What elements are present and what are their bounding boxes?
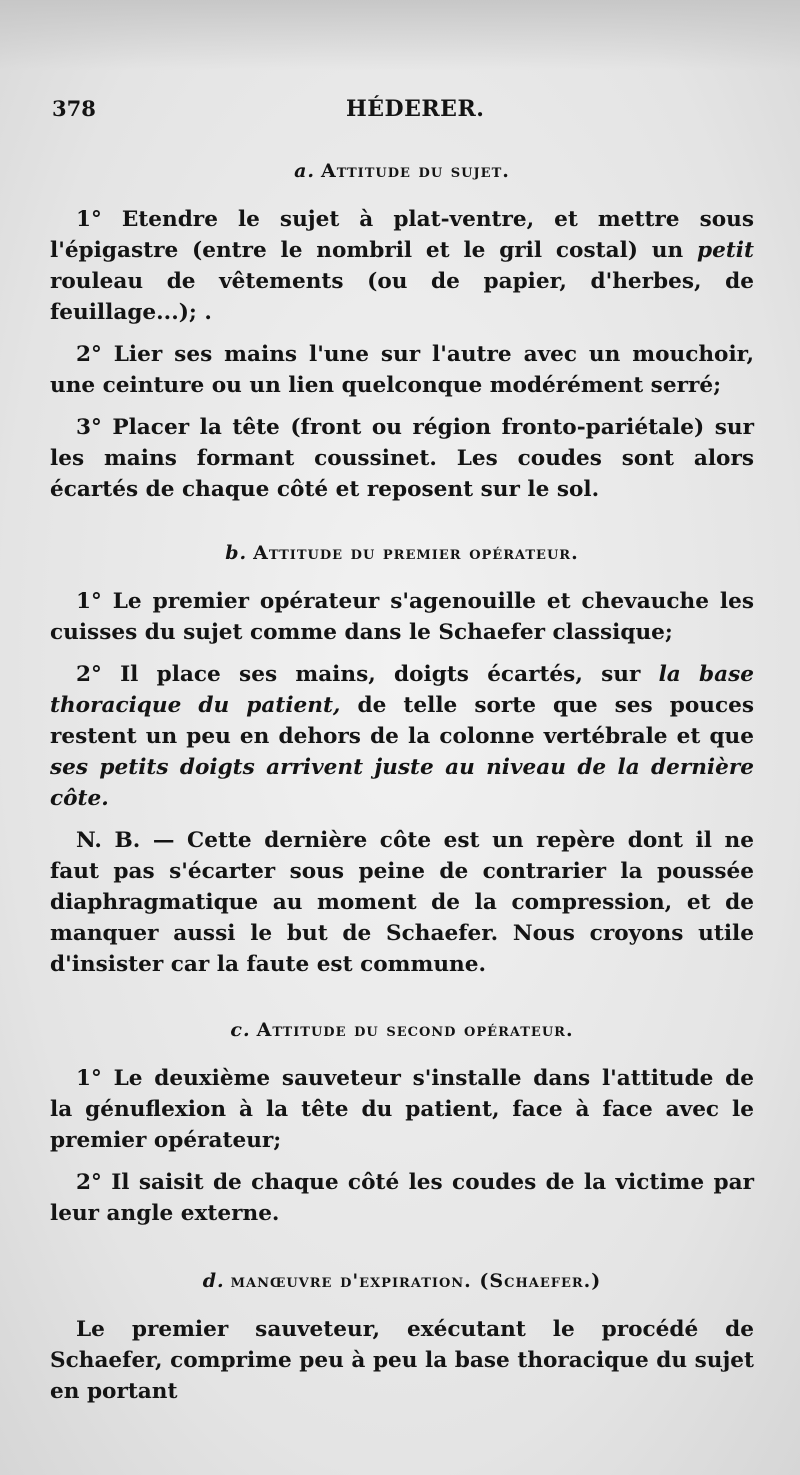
section-b-heading <box>50 542 754 564</box>
italic-run: petit <box>697 238 754 263</box>
spacer <box>50 1240 754 1270</box>
section-c-heading <box>50 1019 754 1041</box>
body-text <box>50 160 754 1418</box>
section-c-letter: c. <box>230 1019 251 1041</box>
running-title: HÉDERER. <box>346 96 485 122</box>
text-run: rouleau de vêtements (ou de papier, d'herbes, de feuillage...); . <box>50 269 754 325</box>
text-run: 1° Etendre le sujet à plat-ventre, et mettre sous l'épigastre (entre le nombril et le gril costal) un <box>50 207 754 263</box>
section-c-paragraph-1: 1° Le deuxième sauveteur s'installe dans l'attitude de la génuflexion à la tête du patient, face à face avec le premier opérateur; <box>50 1066 754 1153</box>
section-a-paragraph-1 <box>50 204 754 328</box>
section-b-letter: b. <box>225 542 248 564</box>
section-a-letter: a. <box>294 160 316 182</box>
section-c-paragraph-2: 2° Il saisit de chaque côté les coudes de la victime par leur angle externe. <box>50 1170 754 1226</box>
page-number: 378 <box>52 96 96 121</box>
section-b-paragraph-2 <box>50 659 754 814</box>
text-run: 2° Il place ses mains, doigts écartés, sur <box>76 662 659 687</box>
section-a-title: Attitude du sujet. <box>321 160 510 182</box>
section-d-paragraph-1: Le premier sauveteur, exécutant le procédé de Schaefer, comprime peu à peu la base thoracique du sujet en portant <box>50 1317 754 1404</box>
section-a-paragraph-2: 2° Lier ses mains l'une sur l'autre avec un mouchoir, une ceinture ou un lien quelconque modérément serré; <box>50 342 754 398</box>
section-d-letter: d. <box>202 1270 225 1292</box>
spacer <box>50 516 754 542</box>
italic-run: ses petits doigts arrivent juste au niveau de la dernière côte. <box>50 755 754 811</box>
italic-run: la base thoracique du patient, <box>50 662 755 718</box>
section-c-title: Attitude du second opérateur. <box>256 1019 574 1041</box>
page-header <box>50 96 750 130</box>
spacer <box>50 991 754 1019</box>
text-run: de telle sorte que ses pouces restent un peu en dehors de la colonne vertébrale et que <box>50 693 754 749</box>
section-a-paragraph-3: 3° Placer la tête (front ou région fronto-pariétale) sur les mains formant coussinet. Les coudes sont alors écartés de chaque côté et reposent sur le sol. <box>50 415 754 502</box>
section-d-heading <box>50 1270 754 1292</box>
scan-shadow <box>0 0 800 70</box>
section-a-heading <box>50 160 754 182</box>
section-b-title: Attitude du premier opérateur. <box>253 542 579 564</box>
section-b-nota-bene: N. B. — Cette dernière côte est un repère dont il ne faut pas s'écarter sous peine de contrarier la poussée diaphragmatique au moment de la compression, et de manquer aussi le but de Schaefer. Nous croyons utile d'insister car la faute est commune. <box>50 828 754 977</box>
section-b-paragraph-1: 1° Le premier opérateur s'agenouille et chevauche les cuisses du sujet comme dans le Schaefer classique; <box>50 589 754 645</box>
section-d-title: manœuvre d'expiration. (Schaefer.) <box>230 1270 602 1292</box>
